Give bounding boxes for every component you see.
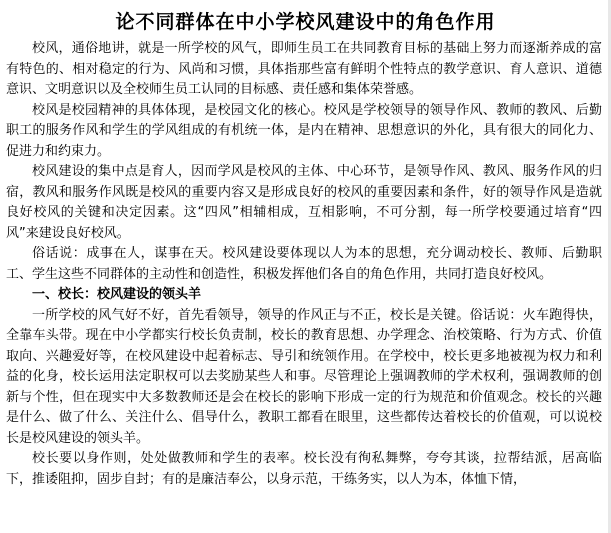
paragraph-definition: 校风，通俗地讲，就是一所学校的风气，即师生员工在共同教育目标的基础上努力而逐渐养成的富有特色的、相对稳定的行为、风尚和习惯，具体指那些富有鲜明个性特点的教学意识、育人意识、道德意识、文明意识以及全校师生员工认同的目标感、责任感和集体荣誉感。 <box>6 41 602 97</box>
paragraph-principal-example: 校长要以身作则，处处做教师和学生的表率。校长没有徇私舞弊，夸夸其谈，拉帮结派，居高临下，推诿阻抑，固步自封；有的是廉洁奉公，以身示范，干练务实，以人为本，体恤下情， <box>6 451 602 487</box>
document-body <box>6 39 602 490</box>
paragraph-four-styles: 校风建设的集中点是育人，因而学风是校风的主体、中心环节，是领导作风、教风、服务作风的归宿，教风和服务作风既是校风的重要内容又是形成良好的校风的重要因素和条件，好的领导作风是造就良好校风的关键和决定因素。这“四风”相辅相成，互相影响，不可分割，每一所学校要通过培育“四风”来建设良好校风。 <box>6 164 602 241</box>
paragraph-people-oriented: 俗话说：成事在人，谋事在天。校风建设要体现以人为本的思想，充分调动校长、教师、后勤职工、学生这些不同群体的主动性和创造性，积极发挥他们各自的角色作用，共同打造良好校风。 <box>6 246 602 282</box>
section-heading-principal: 一、校长：校风建设的领头羊 <box>32 287 202 302</box>
document-title: 论不同群体在中小学校风建设中的角色作用 <box>115 11 496 33</box>
paragraph-campus-spirit: 校风是校园精神的具体体现，是校园文化的核心。校风是学校领导的领导作风、教师的教风、后勤职工的服务作风和学生的学风组成的有机统一体，是内在精神、思想意识的外化，具有很大的同化力、促进力和约束力。 <box>6 102 602 159</box>
paragraph-principal-role: 一所学校的风气好不好，首先看领导，领导的作风正与不正，校长是关键。俗话说：火车跑得快，全靠车头带。现在中小学都实行校长负责制，校长的教育思想、办学理念、治校策略、行为方式、价值取向、兴趣爱好等，在校风建设中起着标志、导引和统领作用。在学校中，校长更多地被视为权力和利益的化身，校长运用法定职权可以去奖励某些人和事。尽管理论上强调教师的学术权利，强调教师的创新与个性，但在现实中大多数教师还是会在校长的影响下形成一定的行为规范和价值观念。校长的兴趣是什么、做了什么、关注什么、倡导什么，教职工都看在眼里，这些都传达着校长的价值观，可以说校长是校风建设的领头羊。 <box>6 307 602 446</box>
